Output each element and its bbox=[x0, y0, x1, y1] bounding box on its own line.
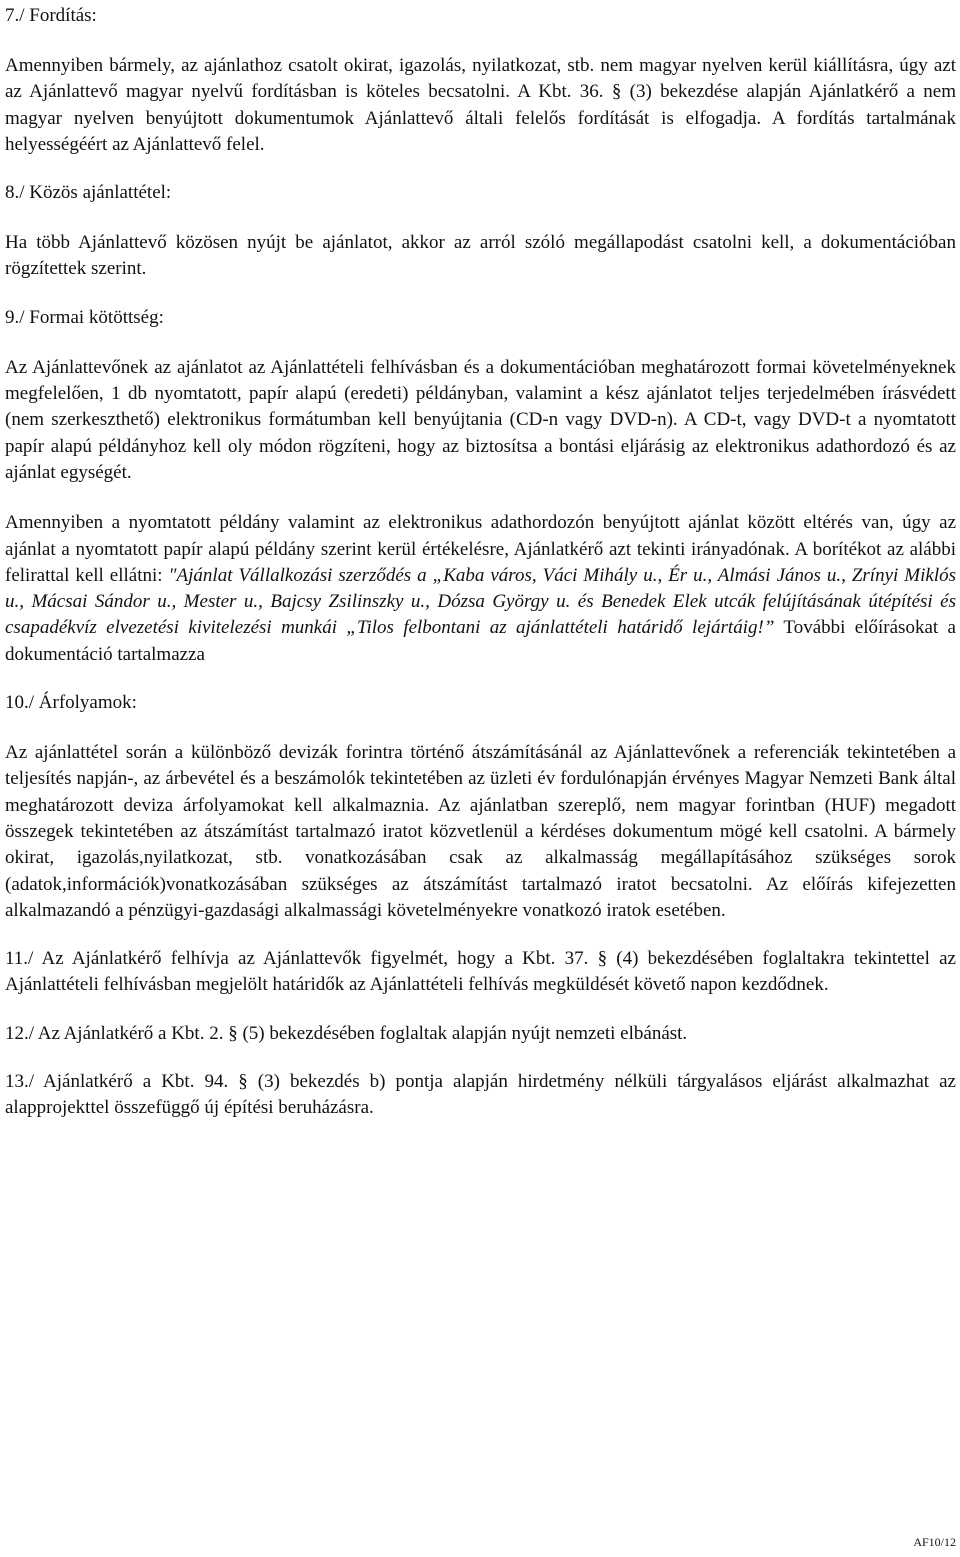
section-7-body: Amennyiben bármely, az ajánlathoz csatolt okirat, igazolás, nyilatkozat, stb. nem magyar nyelven kerül kiállításra, úgy azt az Ajánlattevő magyar nyelvű fordításban is köteles becsatolni. A Kbt. 36. § (3) bekezdése alapján Ajánlatkérő a nem magyar nyelven benyújtott dokumentumok Ajánlattevő általi felelős fordítását is elfogadja. A fordítás tartalmának helyességéért az Ajánlattevő felel. bbox=[5, 55, 956, 155]
section-9-body-2-end: További előírásokat a dokumentáció tartalmazza bbox=[5, 617, 956, 665]
section-9-body-2 bbox=[5, 510, 956, 668]
section-9-body-1: Az Ajánlattevőnek az ajánlatot az Ajánlattételi felhívásban és a dokumentációban meghatározott formai követelményeknek megfelelően, 1 db nyomtatott, papír alapú (eredeti) példányban, valamint a kész ajánlatot teljes terjedelmében írásvédett (nem szerkeszthető) elektronikus formátumban kell benyújtania (CD-n vagy DVD-n). A CD-t, vagy DVD-t a nyomtatott papír alapú példányhoz kell oly módon rögzíteni, hogy az biztosítsa a bontási eljárásig az elektronikus adathordozó és az ajánlat egységét. bbox=[5, 356, 956, 483]
section-12-body: 12./ Az Ajánlatkérő a Kbt. 2. § (5) bekezdésében foglaltak alapján nyújt nemzeti elbánást. bbox=[5, 1022, 688, 1044]
section-7-heading: 7./ Fordítás: bbox=[5, 5, 97, 26]
section-9-body-2-start: Amennyiben a nyomtatott példány valamint az elektronikus adathordozón benyújtott ajánlat között eltérés van, úgy az ajánlat a nyomtatott papír alapú példány szerint kerül értékelésre, Ajánlatkérő azt tekinti irányadónak. A borítékot az alábbi felirattal kell ellátni: bbox=[5, 512, 956, 586]
envelope-inscription: "Ajánlat Vállalkozási szerződés a „Kaba város, Váci Mihály u., Ér u., Almási János u., Zrínyi Miklós u., Mácsai Sándor u., Mester u., Bajcsy Zsilinszky u., Dózsa György u. és Benedek Elek utcák felújításának útépítési és csapadékvíz elvezetési kivitelezési munkái „Tilos felbontani az ajánlattételi határidő lejártáig!” bbox=[5, 564, 956, 639]
section-9-heading: 9./ Formai kötöttség: bbox=[5, 306, 164, 328]
page-code: AF10/12 bbox=[913, 1535, 956, 1549]
section-11-body: 11./ Az Ajánlatkérő felhívja az Ajánlattevők figyelmét, hogy a Kbt. 37. § (4) bekezdésében foglaltakra tekintettel az Ajánlattételi felhívásban megjelölt határidők az Ajánlattételi felhívás megküldését követő napon kezdődnek. bbox=[5, 948, 956, 996]
section-10-heading: 10./ Árfolyamok: bbox=[5, 692, 137, 714]
section-8-body: Ha több Ajánlattevő közösen nyújt be ajánlatot, akkor az arról szóló megállapodást csatolni kell, a dokumentációban rögzítettek szerint. bbox=[5, 232, 956, 280]
section-10-body: Az ajánlattétel során a különböző devizák forintra történő átszámításánál az Ajánlattevőnek a referenciák tekintetében a teljesítés napján-, az árbevétel és a beszámolók tekintetében az üzleti év fordulónapján érvényes Magyar Nemzeti Bank által meghatározott deviza árfolyamokat kell alkalmaznia. Az ajánlatban szereplő, nem magyar forintban (HUF) megadott összegek tekintetében az átszámítást tartalmazó iratot közvetlenül a kérdéses dokumentum mögé kell csatolni. A bármely okirat, igazolás,nyilatkozat, stb. vonatkozásában csak az alkalmasság megállapításához szükséges sorok (adatok,információk)vonatkozásában szükséges az átszámítást tartalmazó iratot becsatolni. Az előírás kifejezetten alkalmazandó a pénzügyi-gazdasági alkalmassági követelményekre vonatkozó iratok esetében. bbox=[5, 742, 956, 921]
document-page bbox=[5, 0, 956, 1122]
section-13-body: 13./ Ajánlatkérő a Kbt. 94. § (3) bekezdés b) pontja alapján hirdetmény nélküli tárgyalásos eljárást alkalmazhat az alapprojekttel összefüggő új építési beruházásra. bbox=[5, 1071, 956, 1119]
section-8-heading: 8./ Közös ajánlattétel: bbox=[5, 182, 172, 204]
